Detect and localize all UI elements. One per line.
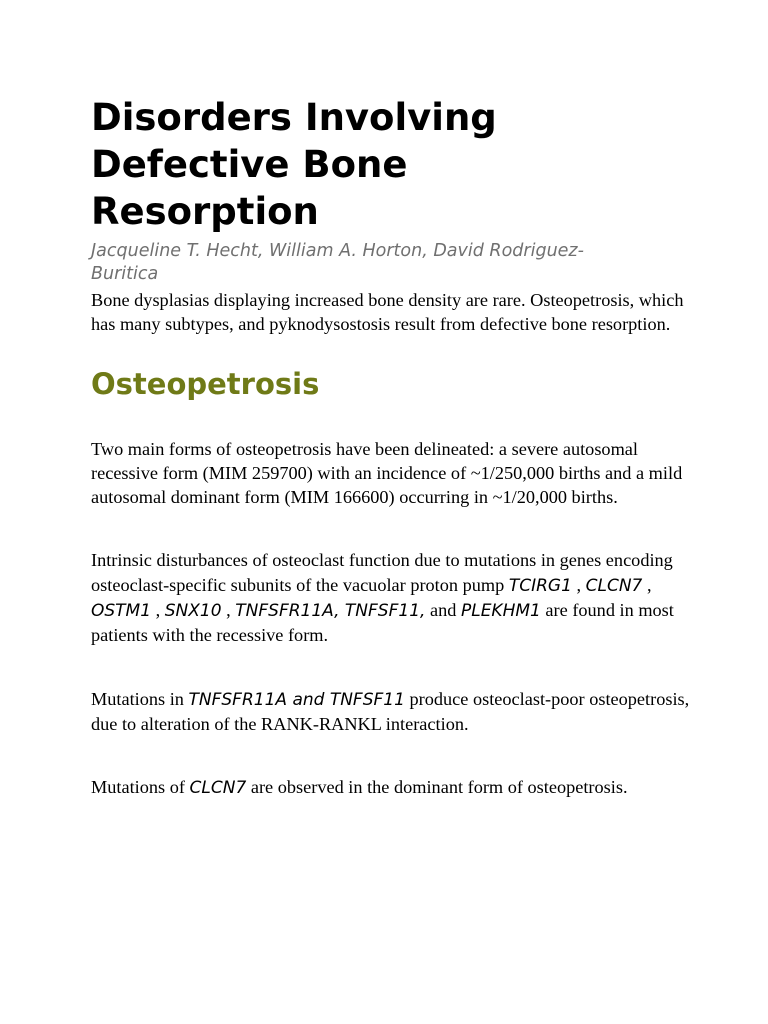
gene-tnfsfr11a-tnfsf11: TNFSFR11A, TNFSF11, bbox=[235, 601, 426, 622]
para2-sep-4: , bbox=[221, 600, 236, 621]
para2-sep-3: , bbox=[151, 600, 165, 621]
section-heading-osteopetrosis: Osteopetrosis bbox=[91, 366, 320, 401]
para4-text-before: Mutations of bbox=[91, 777, 190, 798]
authors-line: Jacqueline T. Hecht, William A. Horton, David Rodriguez-Buritica bbox=[91, 241, 584, 284]
gene-tcirg1: TCIRG1 bbox=[508, 575, 572, 596]
para3-text-after: produce osteoclast-poor osteopetrosis, due to alteration of the RANK-RANKL interaction. bbox=[91, 688, 690, 734]
para2-text-before: Intrinsic disturbances of osteoclast function due to mutations in genes encoding osteoclast-specific subunits of the vacuolar proton pump bbox=[91, 550, 673, 595]
para2-sep-2: , bbox=[642, 574, 652, 595]
intro-line-1: Bone dysplasias displaying increased bone density are rare. Osteopetrosis, which bbox=[91, 290, 684, 310]
para2-text-after: are found in most patients with the recessive form. bbox=[91, 600, 674, 646]
paragraph-forms: Two main forms of osteopetrosis have been delineated: a severe autosomal recessive form (MIM 259700) with an incidence of ~1/250,000 births and a mild autosomal dominant form (MIM 166600) occurring in ~1/20,000 births. bbox=[91, 438, 683, 508]
page-title: Disorders Involving Defective Bone Resorption bbox=[91, 96, 497, 233]
intro-line-2: has many subtypes, and pyknodysostosis result from defective bone resorption. bbox=[91, 314, 671, 335]
paragraph-intrinsic-disturbances bbox=[91, 548, 708, 647]
gene-ostm1: OSTM1 bbox=[91, 601, 152, 622]
gene-tnfsfr11a-and-tnfsf11: TNFSFR11A and TNFSF11 bbox=[188, 689, 405, 710]
gene-clcn7: CLCN7 bbox=[585, 575, 643, 596]
gene-clcn7-dominant: CLCN7 bbox=[189, 778, 247, 799]
para4-text-after: are observed in the dominant form of osteopetrosis. bbox=[246, 777, 628, 798]
paragraph-dominant-form bbox=[91, 775, 708, 800]
intro-paragraph bbox=[91, 288, 708, 337]
para3-text-before: Mutations in bbox=[91, 688, 189, 709]
gene-snx10: SNX10 bbox=[164, 601, 222, 622]
paragraph-osteoclast-poor bbox=[91, 687, 708, 737]
gene-plekhm1: PLEKHM1 bbox=[460, 601, 541, 622]
para2-sep-1: , bbox=[571, 574, 586, 595]
para2-sep-5: and bbox=[425, 600, 461, 621]
